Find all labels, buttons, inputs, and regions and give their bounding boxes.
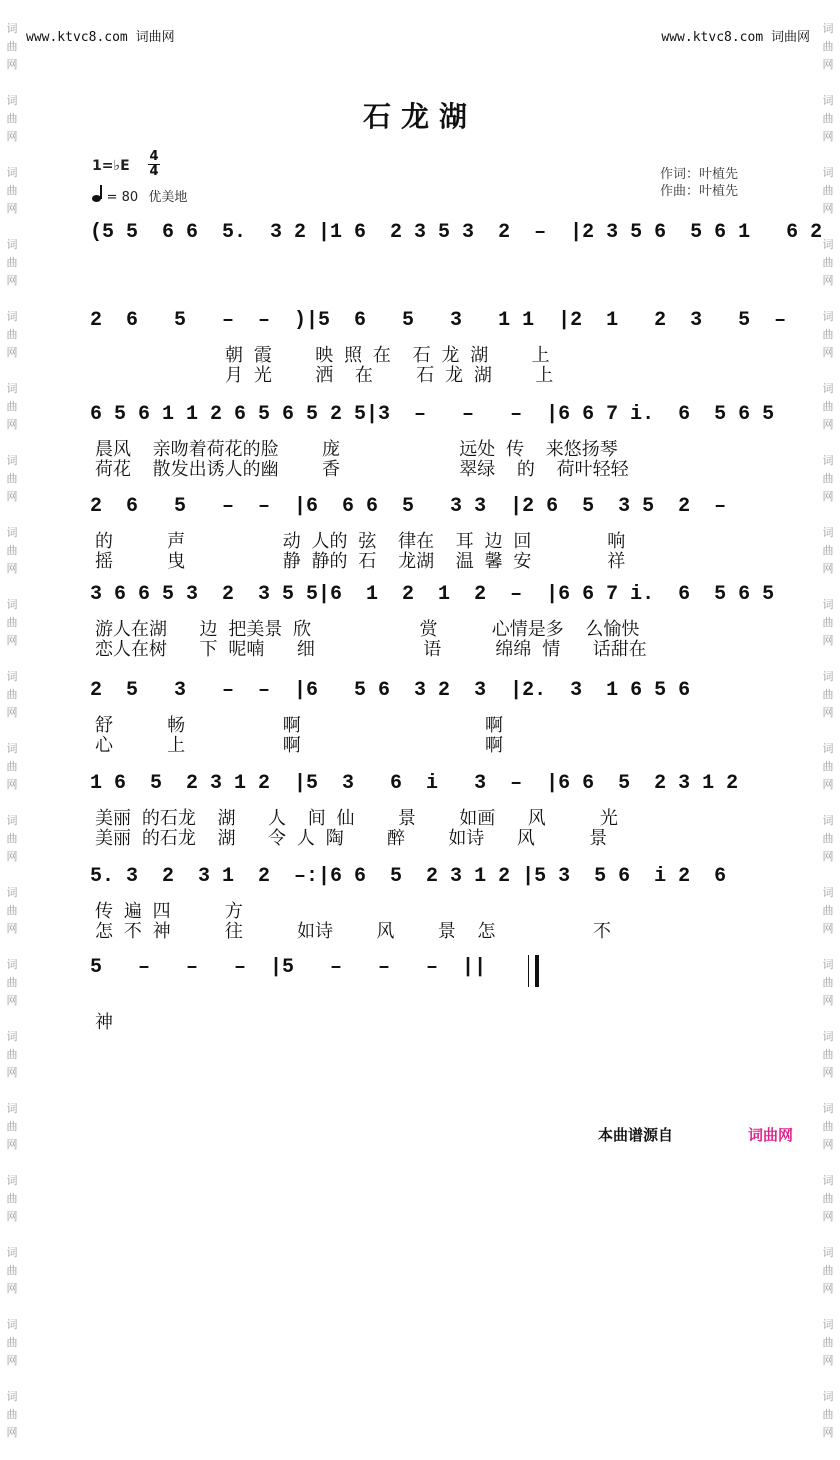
watermark-gap [2, 1010, 22, 1028]
watermark-gap [818, 1010, 838, 1028]
notation-line: 5 – – – |5 – – – || [90, 956, 487, 979]
watermark-char: 网 [6, 922, 18, 935]
watermark-char: 曲 [822, 1336, 834, 1349]
site-url: www.ktvc8.com [661, 30, 764, 45]
expression-mark: 优美地 [148, 190, 188, 205]
watermark-gap [2, 1082, 22, 1100]
watermark-gap [2, 650, 22, 668]
watermark-char: 曲 [6, 40, 18, 53]
lyric-line-1: 晨风 亲吻着荷花的脸 庞 远处 传 来悠扬琴 [95, 439, 618, 460]
lyric-line-2: 心 上 啊 啊 [95, 735, 503, 756]
watermark-char: 网 [822, 922, 834, 935]
watermark-char: 曲 [6, 1264, 18, 1277]
watermark-char: 网 [6, 490, 18, 503]
score-system [90, 577, 775, 617]
watermark-char: 网 [6, 1066, 18, 1079]
lyric-line-2: 荷花 散发出诱人的幽 香 翠绿 的 荷叶轻轻 [95, 459, 629, 480]
watermark-char: 曲 [6, 760, 18, 773]
watermark-char: 词 [6, 886, 18, 899]
watermark-gap [2, 938, 22, 956]
watermark-gap [818, 362, 838, 380]
watermark-char: 词 [6, 814, 18, 827]
watermark-char: 网 [822, 58, 834, 71]
watermark-gap [818, 578, 838, 596]
watermark-gap [818, 794, 838, 812]
watermark-gap [818, 1298, 838, 1316]
watermark-char: 网 [822, 1354, 834, 1367]
watermark-gap [818, 1442, 838, 1460]
lyric-line-2: 美丽 的石龙 湖 令 人 陶 醉 如诗 风 景 [95, 828, 608, 849]
watermark-char: 词 [822, 814, 834, 827]
watermark-char: 曲 [6, 184, 18, 197]
watermark-char: 网 [6, 562, 18, 575]
watermark-char: 曲 [6, 1336, 18, 1349]
notation-line: 1 6 5 2 3 1 2 |5 3 6 i 3 – |6 6 5 2 3 1 2 [90, 772, 739, 795]
watermark-char: 曲 [6, 328, 18, 341]
watermark-char: 曲 [6, 1048, 18, 1061]
watermark-char: 网 [6, 1354, 18, 1367]
watermark-gap [818, 1082, 838, 1100]
watermark-char: 词 [822, 166, 834, 179]
watermark-char: 网 [6, 1210, 18, 1223]
watermark-char: 词 [822, 1030, 834, 1043]
notation-line: 3 6 6 5 3 2 3 5 5|6 1 2 1 2 – |6 6 7 i. 6 5 6 5 [90, 583, 775, 606]
watermark-char: 网 [822, 1138, 834, 1151]
watermark-char: 网 [6, 274, 18, 287]
watermark-char: 网 [6, 634, 18, 647]
watermark-char: 词 [822, 310, 834, 323]
watermark-gap [2, 794, 22, 812]
watermark-char: 网 [822, 1426, 834, 1439]
watermark-char: 曲 [822, 904, 834, 917]
watermark-char: 词 [822, 22, 834, 35]
watermark-gap [2, 146, 22, 164]
watermark-char: 网 [6, 130, 18, 143]
watermark-char: 网 [6, 1426, 18, 1439]
watermark-char: 词 [822, 94, 834, 107]
footer-source-label: 本曲谱源自 [598, 1126, 674, 1144]
watermark-gap [2, 866, 22, 884]
score-system [90, 673, 755, 713]
watermark-gap [2, 1370, 22, 1388]
watermark-char: 曲 [822, 1120, 834, 1133]
score-system [90, 766, 755, 806]
watermark-char: 网 [822, 346, 834, 359]
watermark-char: 词 [822, 526, 834, 539]
watermark-char: 曲 [822, 688, 834, 701]
watermark-char: 网 [6, 994, 18, 1007]
watermark-char: 词 [6, 1174, 18, 1187]
score-system [90, 303, 787, 343]
watermark-char: 曲 [6, 976, 18, 989]
watermark-char: 词 [6, 598, 18, 611]
watermark-char: 网 [822, 202, 834, 215]
watermark-char: 网 [6, 778, 18, 791]
watermark-char: 曲 [822, 40, 834, 53]
lyric-line-1: 传 遍 四 方 [95, 901, 243, 922]
score-system [90, 397, 775, 437]
notation-line: 2 6 5 – – )|5 6 5 3 1 1 |2 1 2 3 5 – [90, 309, 787, 332]
notation-line: 5. 3 2 3 1 2 –:|6 6 5 2 3 1 2 |5 3 5 6 i 2 6 [90, 865, 727, 888]
watermark-gap [818, 146, 838, 164]
watermark-char: 网 [822, 418, 834, 431]
header-right-site [661, 26, 810, 45]
watermark-char: 曲 [6, 112, 18, 125]
watermark-char: 曲 [822, 112, 834, 125]
watermark-char: 网 [6, 58, 18, 71]
watermark-gap [2, 1298, 22, 1316]
watermark-char: 网 [822, 778, 834, 791]
watermark-char: 曲 [822, 400, 834, 413]
watermark-char: 词 [822, 238, 834, 251]
time-top: 4 [149, 149, 159, 164]
watermark-char: 词 [6, 454, 18, 467]
watermark-char: 词 [6, 310, 18, 323]
watermark-char: 曲 [822, 1192, 834, 1205]
site-name: 词曲网 [135, 30, 175, 45]
watermark-char: 词 [822, 1174, 834, 1187]
watermark-char: 曲 [6, 1192, 18, 1205]
lyric-line-2: 神 [95, 1012, 113, 1033]
watermark-char: 词 [6, 1246, 18, 1259]
watermark-char: 词 [822, 958, 834, 971]
time-bottom: 4 [149, 164, 159, 179]
score-system [90, 489, 755, 529]
time-signature [148, 150, 160, 179]
song-title: 石龙湖 [362, 100, 477, 133]
composer-credit: 作曲：叶植先 [660, 184, 739, 199]
watermark-gap [818, 938, 838, 956]
watermark-char: 网 [822, 994, 834, 1007]
watermark-char: 词 [6, 1102, 18, 1115]
header-left-site [26, 26, 175, 45]
watermark-char: 词 [6, 958, 18, 971]
lyric-line-1: 的 声 动 人的 弦 律在 耳 边 回 响 [95, 531, 626, 552]
watermark-gap [2, 722, 22, 740]
watermark-gap [818, 1370, 838, 1388]
key-signature [92, 158, 130, 174]
watermark-char: 网 [6, 346, 18, 359]
watermark-char: 词 [6, 1030, 18, 1043]
watermark-gap [2, 578, 22, 596]
footer-brand: 词曲网 [748, 1126, 794, 1144]
watermark-gap [2, 290, 22, 308]
watermark-gap [818, 650, 838, 668]
tempo-value: = 80 [106, 190, 139, 205]
watermark-char: 词 [6, 22, 18, 35]
watermark-char: 网 [822, 706, 834, 719]
watermark-char: 曲 [6, 544, 18, 557]
watermark-char: 曲 [822, 472, 834, 485]
watermark-gap [2, 506, 22, 524]
lyric-line-1: 朝 霞 映 照 在 石 龙 湖 上 [95, 345, 550, 366]
lyric-line-1: 美丽 的石龙 湖 人 间 仙 景 如画 风 光 [95, 808, 618, 829]
watermark-char: 网 [6, 1282, 18, 1295]
site-name: 词曲网 [770, 30, 810, 45]
lyricist-credit: 作词：叶植先 [660, 167, 739, 182]
watermark-char: 词 [822, 454, 834, 467]
watermark-char: 网 [822, 1066, 834, 1079]
watermark-char: 网 [6, 706, 18, 719]
watermark-gap [818, 290, 838, 308]
watermark-char: 曲 [822, 760, 834, 773]
lyric-line-2: 恋人在树 下 呢喃 细 语 绵绵 情 话甜在 [95, 639, 647, 660]
watermark-gap [818, 434, 838, 452]
notation-line: 2 6 5 – – |6 6 6 5 3 3 |2 6 5 3 5 2 – [90, 495, 727, 518]
watermark-char: 曲 [822, 328, 834, 341]
watermark-char: 曲 [6, 616, 18, 629]
left-watermark-column [2, 20, 22, 1439]
watermark-char: 曲 [822, 832, 834, 845]
watermark-char: 曲 [6, 688, 18, 701]
watermark-char: 网 [822, 634, 834, 647]
watermark-char: 网 [822, 562, 834, 575]
watermark-gap [2, 434, 22, 452]
tempo-line [92, 186, 187, 205]
lyric-line-1: 舒 畅 啊 啊 [95, 715, 503, 736]
watermark-char: 词 [822, 742, 834, 755]
watermark-char: 曲 [6, 1408, 18, 1421]
watermark-char: 网 [822, 274, 834, 287]
watermark-char: 词 [822, 598, 834, 611]
notation-line: 2 5 3 – – |6 5 6 3 2 3 |2. 3 1 6 5 6 [90, 679, 691, 702]
watermark-char: 词 [6, 238, 18, 251]
watermark-gap [2, 1154, 22, 1172]
watermark-gap [2, 362, 22, 380]
watermark-gap [818, 506, 838, 524]
score-system [90, 859, 755, 899]
watermark-char: 网 [822, 130, 834, 143]
watermark-char: 词 [822, 1246, 834, 1259]
watermark-char: 词 [6, 670, 18, 683]
watermark-char: 词 [6, 166, 18, 179]
watermark-char: 网 [822, 490, 834, 503]
watermark-char: 曲 [6, 472, 18, 485]
watermark-gap [2, 1226, 22, 1244]
watermark-gap [2, 218, 22, 236]
site-url: www.ktvc8.com [26, 30, 128, 45]
watermark-char: 词 [6, 94, 18, 107]
lyric-line-2: 月 光 洒 在 石 龙 湖 上 [95, 365, 554, 386]
watermark-gap [2, 1442, 22, 1460]
quarter-note-stem [100, 185, 102, 199]
score-system [90, 215, 823, 255]
watermark-char: 曲 [822, 976, 834, 989]
lyric-line-2: 怎 不 神 往 如诗 风 景 怎 不 [95, 921, 611, 942]
notation-line: 6 5 6 1 1 2 6 5 6 5 2 5|3 – – – |6 6 7 i. 6 5 6 5 [90, 403, 775, 426]
watermark-char: 曲 [6, 256, 18, 269]
watermark-char: 网 [822, 850, 834, 863]
watermark-char: 网 [6, 1138, 18, 1151]
watermark-gap [818, 1154, 838, 1172]
right-watermark-column [818, 20, 838, 1439]
watermark-gap [818, 1226, 838, 1244]
watermark-char: 词 [6, 1390, 18, 1403]
score-system [90, 950, 755, 990]
watermark-char: 词 [822, 886, 834, 899]
lyric-line-1: 游人在湖 边 把美景 欣 赏 心情是多 么愉快 [95, 619, 640, 640]
watermark-char: 曲 [822, 256, 834, 269]
watermark-char: 曲 [6, 1120, 18, 1133]
watermark-char: 曲 [822, 616, 834, 629]
watermark-char: 曲 [6, 904, 18, 917]
watermark-char: 词 [822, 1102, 834, 1115]
watermark-char: 网 [822, 1282, 834, 1295]
watermark-char: 网 [6, 202, 18, 215]
watermark-char: 词 [822, 1390, 834, 1403]
watermark-char: 词 [6, 382, 18, 395]
watermark-gap [818, 74, 838, 92]
watermark-char: 网 [6, 418, 18, 431]
watermark-char: 曲 [822, 544, 834, 557]
watermark-char: 词 [6, 526, 18, 539]
watermark-char: 词 [822, 670, 834, 683]
watermark-char: 词 [822, 1318, 834, 1331]
watermark-char: 词 [6, 1318, 18, 1331]
watermark-char: 曲 [6, 832, 18, 845]
watermark-char: 曲 [6, 400, 18, 413]
notation-line: (5 5 6 6 5. 3 2 |1 6 2 3 5 3 2 – |2 3 5 6 5 6 1 6 2 [90, 221, 823, 244]
watermark-char: 曲 [822, 1048, 834, 1061]
watermark-char: 曲 [822, 1264, 834, 1277]
watermark-gap [2, 74, 22, 92]
watermark-char: 网 [822, 1210, 834, 1223]
watermark-gap [818, 866, 838, 884]
watermark-char: 网 [6, 850, 18, 863]
watermark-char: 曲 [822, 1408, 834, 1421]
lyric-line-2: 摇 曳 静 静的 石 龙湖 温 馨 安 祥 [95, 551, 626, 572]
key-label: 1=♭E [92, 158, 130, 174]
watermark-gap [818, 722, 838, 740]
watermark-char: 曲 [822, 184, 834, 197]
final-barline [528, 955, 539, 987]
watermark-char: 词 [6, 742, 18, 755]
watermark-char: 词 [822, 382, 834, 395]
